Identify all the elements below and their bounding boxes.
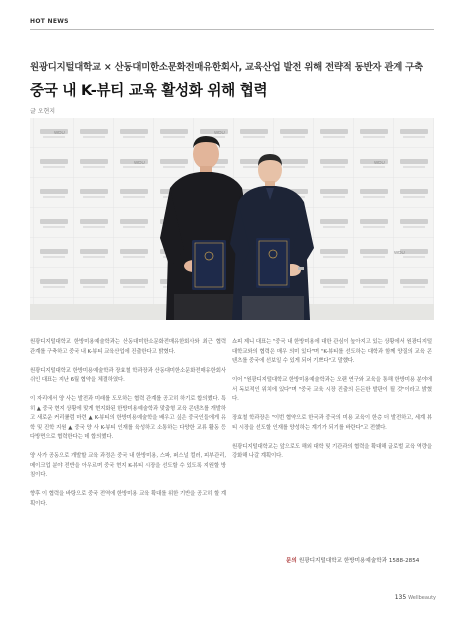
body-paragraph: 양 사가 공동으로 개발할 교육 과정은 중국 내 한방미용, 스파, 퍼스널 컬러, 피부관리, 메이크업 분야 전반을 아우르며 중국 현지 K-뷰티 시장을 선도할 수 있도록 지원할 방침이다. xyxy=(30,453,226,478)
body-paragraph: 쇼피 제니 대표는 "중국 내 한방미용에 대한 관심이 높아지고 있는 상황에서 원광디지털대학교와의 협력은 매우 의미 있다"며 "K-뷰티를 선도하는 대학과 함께 양질의 교육 콘텐츠를 중국에 선보일 수 있게 되어 기쁘다"고 말했다. xyxy=(232,339,432,364)
page-number: 135 xyxy=(394,594,407,601)
body-paragraph: 향후 이 협력을 바탕으로 중국 전역에 한방미용 교육 확대를 위한 기반을 공고히 할 계획이다. xyxy=(30,491,226,507)
article-subtitle: 원광디지털대학교 × 산동대미한소문화전매유한회사, 교육산업 발전 위해 전략적 동반자 관계 구축 xyxy=(30,62,423,73)
body-column-right xyxy=(232,338,432,471)
byline: 글 오현지 xyxy=(30,108,56,115)
body-paragraph: 원광디지털대학교 한방미용예술학과 장효철 학과장과 산동대미한소문화전매유한회사 쉬인 대표는 지난 6월 협약을 체결하였다. xyxy=(30,367,226,383)
body-column-left xyxy=(30,338,226,519)
article-photo xyxy=(30,118,434,320)
backdrop-logo: WDU xyxy=(54,130,65,135)
contact-label: 문의 xyxy=(286,558,297,564)
backdrop-logo: WDU xyxy=(394,250,405,255)
section-label: HOT NEWS xyxy=(30,18,69,25)
backdrop-logo: WDU xyxy=(214,130,225,135)
body-paragraph: 원광디지털대학교는 앞으로도 해외 대학 및 기관과의 협력을 확대해 글로벌 교육 역량을 강화해 나갈 계획이다. xyxy=(232,443,433,459)
body-paragraph: 원광디지털대학교 한방미용예술학과는 산동대미한소문화전매유한회사와 최근 협력 관계를 구축하고 중국 내 K-뷰티 교육산업에 진출한다고 밝혔다. xyxy=(30,339,226,355)
backdrop-logo: WDU xyxy=(134,160,145,165)
backdrop-logo: WDU xyxy=(374,160,385,165)
body-paragraph: 장효철 학과장은 "이번 협약으로 한국과 중국의 미용 교육이 한층 더 발전하고, 세계 뷰티 시장을 선도할 인재를 양성하는 계기가 되기를 바란다"고 전했다. xyxy=(232,415,432,431)
article-title: 중국 내 K-뷰티 교육 활성화 위해 협력 xyxy=(30,82,268,99)
header-rule xyxy=(30,29,434,30)
publication-name: Wellbeauty xyxy=(408,595,436,601)
person-right xyxy=(30,118,434,320)
contact-text: 원광디지털대학교 한방미용예술학과 1588-2854 xyxy=(298,558,420,564)
body-paragraph: 이 자리에서 양 사는 발전과 미래를 도모하는 협력 관계를 공고히 하기로 합의했다. 특히 ▲ 중국 현지 상황에 맞게 현지화된 한방미용예술학과 맞춤형 교육 콘텐츠를 개발하고 새로운 커리큘럼 마련 ▲ K-뷰티의 한방미용예술학을 배우고 싶은 중국인들에게 유학 및 진학 지원 ▲ 중국 양 사 K-뷰티 인재를 육성하고 소통하는 다양한 교류 활동 등 다방면으로 협력한다는 데 합의했다. xyxy=(30,396,226,440)
body-paragraph: 이어 "원광디지털대학교 한방미용예술학과는 오랜 연구와 교육을 통해 한방미용 분야에서 독보적인 위치에 있다"며 "중국 교육 시장 진출의 든든한 발판이 될 것"이라고 밝혔다. xyxy=(232,377,432,402)
page-folio xyxy=(395,594,436,601)
contact-line xyxy=(286,556,419,564)
